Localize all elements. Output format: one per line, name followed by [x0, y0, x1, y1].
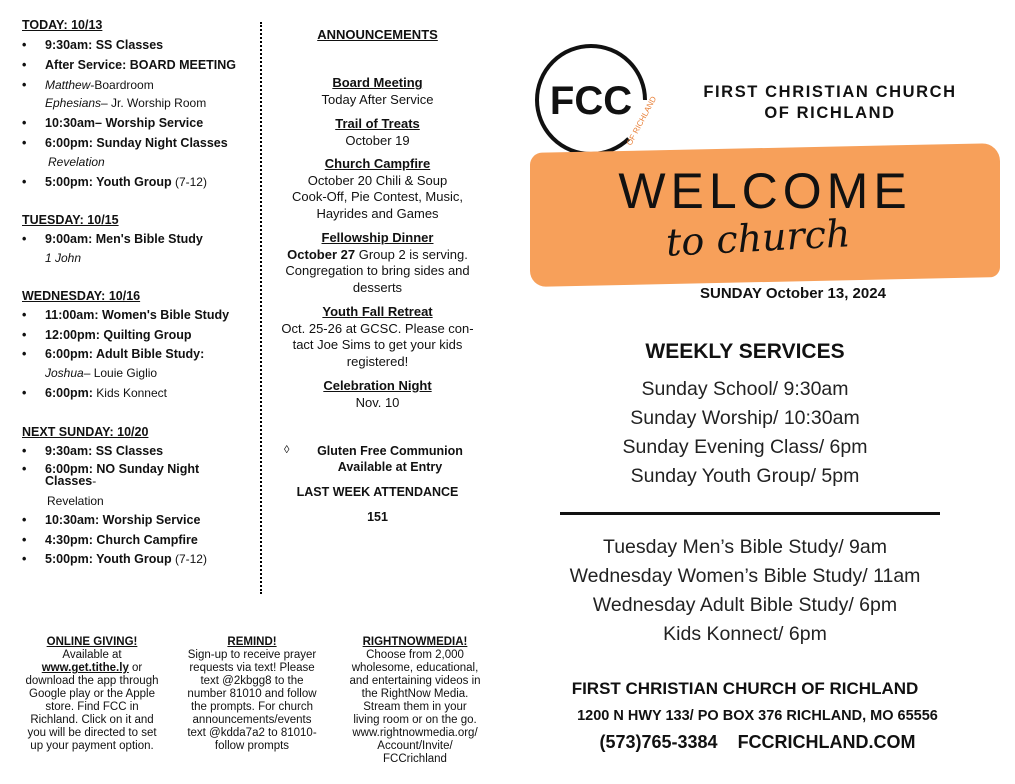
next-sunday-item: • 4:30pm: Church Campfire: [22, 533, 198, 547]
tithe-link[interactable]: www.get.tithe.ly: [41, 662, 129, 674]
next-sunday-subitem: Revelation: [47, 494, 104, 508]
today-item: • 6:00pm: Sunday Night Classes: [22, 136, 228, 150]
wednesday-item: • 6:00pm: Adult Bible Study:: [22, 347, 205, 361]
announcement-treats: Trail of Treats October 19: [335, 116, 420, 148]
announcement-board: Board Meeting Today After Service: [321, 75, 434, 107]
today-item: • 5:00pm: Youth Group (7-12): [22, 175, 207, 189]
today-item: • 9:30am: SS Classes: [22, 38, 164, 52]
today-subitem: Ephesians– Jr. Worship Room: [45, 96, 207, 110]
today-title: TODAY: 10/13: [22, 18, 103, 32]
wednesday-title: WEDNESDAY: 10/16: [22, 289, 141, 303]
announcement-campfire: Church Campfire October 20 Chili & Soup Cook-Off, Pie Contest, Music, Hayrides and Games: [292, 156, 463, 221]
logo-text: FCC: [549, 79, 633, 123]
wednesday-subitem: Joshua– Louie Giglio: [45, 366, 158, 380]
next-sunday-item: • 6:00pm: NO Sunday Night Classes-: [22, 462, 200, 488]
welcome-heading: WELCOME: [618, 163, 912, 219]
rightnowmedia-block: RIGHTNOWMEDIA! Choose from 2,000 wholesome, educational, and entertaining videos in the RightNow Media. Stream them in your living room or on the go. www.rightnowmedia.org/ Account/Invite/ FCCrichland: [335, 636, 495, 766]
footer-phone: (573)765-3384: [599, 732, 718, 752]
fcc-logo: [533, 42, 659, 160]
gluten-free-note: Gluten Free Communion Available at Entry: [317, 444, 463, 474]
wednesday-item: • 11:00am: Women's Bible Study: [22, 308, 230, 322]
weekday-services-list: Tuesday Men’s Bible Study/ 9am Wednesday Women’s Bible Study/ 11am Wednesday Adult Bible Study/ 6pm Kids Konnect/ 6pm: [569, 536, 921, 645]
tuesday-title: TUESDAY: 10/15: [22, 213, 119, 227]
today-item: • Matthew-Boardroom: [22, 78, 154, 92]
logo-ring-text: OF RICHLAND: [624, 94, 659, 147]
next-sunday-item: • 5:00pm: Youth Group (7-12): [22, 552, 207, 566]
announcements-title: ANNOUNCEMENTS: [317, 27, 438, 42]
footer-contact: [520, 732, 995, 753]
footer-address: 1200 N HWY 133/ PO BOX 376 RICHLAND, MO 65556: [577, 708, 938, 724]
wednesday-item: • 6:00pm: Kids Konnect: [22, 386, 167, 400]
service-date: SUNDAY October 13, 2024: [700, 285, 886, 302]
next-sunday-item: • 9:30am: SS Classes: [22, 444, 164, 458]
wednesday-item: • 12:00pm: Quilting Group: [22, 328, 192, 342]
announcement-retreat: Youth Fall Retreat Oct. 25-26 at GCSC. Please con- tact Joe Sims to get your kids registered!: [281, 304, 474, 369]
attendance-label: LAST WEEK ATTENDANCE: [296, 485, 459, 499]
today-subitem: Revelation: [48, 155, 105, 169]
online-giving-block: ONLINE GIVING! Available at www.get.tithe.ly or download the app through Google play or the Apple store. Find FCC in Richland. Click on it and you will be directed to set up your payment option.: [25, 636, 159, 752]
rightnowmedia-link[interactable]: www.rightnowmedia.org/ Account/Invite/ FCCrichland: [352, 727, 478, 765]
announcement-dinner: Fellowship Dinner October 27 Group 2 is serving. Congregation to bring sides and desserts: [285, 230, 470, 295]
column-divider: [260, 22, 262, 594]
next-sunday-title: NEXT SUNDAY: 10/20: [22, 425, 149, 439]
divider-line: [560, 512, 940, 515]
tuesday-item: • 9:00am: Men's Bible Study: [22, 232, 203, 246]
weekly-services-title: WEEKLY SERVICES: [645, 340, 845, 363]
next-sunday-item: • 10:30am: Worship Service: [22, 513, 201, 527]
footer-church-name: FIRST CHRISTIAN CHURCH OF RICHLAND: [571, 679, 919, 698]
sunday-services-list: Sunday School/ 9:30am Sunday Worship/ 10:30am Sunday Evening Class/ 6pm Sunday Youth Group/ 5pm: [622, 378, 868, 487]
today-item: • After Service: BOARD MEETING: [22, 58, 237, 72]
footer-website[interactable]: FCCRICHLAND.COM: [737, 732, 916, 752]
today-item: • 10:30am– Worship Service: [22, 116, 204, 130]
remind-block: REMIND! Sign-up to receive prayer requests via text! Please text @2kbgg8 to the number 81010 and follow the prompts. For church announcements/events text @kdda7a2 to 81010- follow prompts: [187, 636, 317, 752]
to-church-script: to church: [664, 211, 852, 265]
attendance-value: 151: [367, 510, 388, 524]
announcement-celebration: Celebration Night Nov. 10: [323, 378, 432, 410]
diamond-bullet-icon: ◊: [284, 444, 290, 456]
tuesday-subitem: 1 John: [45, 251, 82, 265]
church-name: FIRST CHRISTIAN CHURCH OF RICHLAND: [703, 83, 957, 122]
